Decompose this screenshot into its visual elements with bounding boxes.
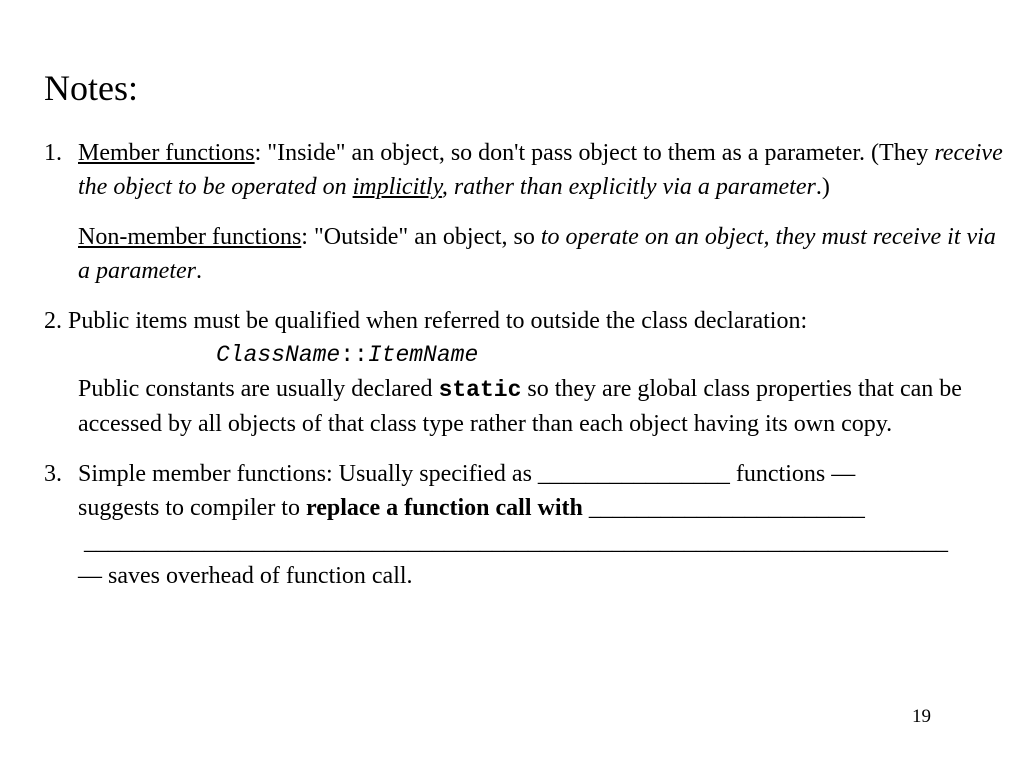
item1-italic-b: , rather than explicitly via a parameter — [441, 174, 816, 200]
term-non-member-functions: Non-member functions — [78, 224, 302, 250]
note-item-3 — [44, 457, 1004, 593]
item2-continuation — [44, 372, 1004, 441]
slide-title: Notes: — [44, 68, 138, 108]
item3-text-d: — saves overhead of function call. — [78, 563, 413, 589]
item1-italic-underlined: implicitly — [352, 174, 442, 200]
code-example — [44, 338, 1004, 372]
item1b-italic-a: to operate on an object, they must receive it via a parameter — [78, 224, 996, 284]
note-item-2 — [44, 304, 1004, 441]
item3-text-b: functions — — [729, 461, 856, 487]
fill-in-blank-2: _______________________ — [582, 495, 865, 521]
fill-in-blank-1: ________________ — [537, 461, 730, 487]
item3-bold: replace a function call with — [305, 495, 583, 521]
code-class-name: ClassName — [216, 342, 341, 368]
item3-text-a: Simple member functions: Usually specified as — [78, 461, 538, 487]
item-number: 1. — [44, 140, 62, 166]
item2-text: Public items must be qualified when referred to outside the class declaration: — [68, 308, 808, 334]
item1b-text-b: . — [195, 258, 202, 284]
slide-body — [44, 136, 1004, 593]
item-number: 2. — [44, 308, 62, 334]
item1b-text-a: : "Outside" an object, so — [301, 224, 541, 250]
item1-text-b: .) — [815, 174, 830, 200]
item1-text-a: : "Inside" an object, so don't pass object to them as a parameter. (They — [254, 140, 935, 166]
code-item-name: ItemName — [367, 342, 479, 368]
note-item-1 — [44, 136, 1004, 204]
item-number: 3. — [44, 461, 62, 487]
item2-text-c: Public constants are usually declared — [78, 376, 439, 402]
item2-text-d: so they are global class properties that can be accessed by all objects of that class type rather than each object having its own copy. — [78, 376, 962, 437]
keyword-static: static — [438, 377, 522, 403]
code-scope-operator: :: — [340, 342, 368, 368]
page-number: 19 — [912, 706, 931, 727]
fill-in-blank-3: ________________________________________________________________________ — [78, 529, 948, 555]
term-member-functions: Member functions — [78, 140, 255, 166]
item3-text-c: suggests to compiler to — [78, 495, 306, 521]
item1-italic-a: receive the object to be operated on — [78, 140, 1003, 200]
note-item-1b — [44, 220, 1004, 288]
